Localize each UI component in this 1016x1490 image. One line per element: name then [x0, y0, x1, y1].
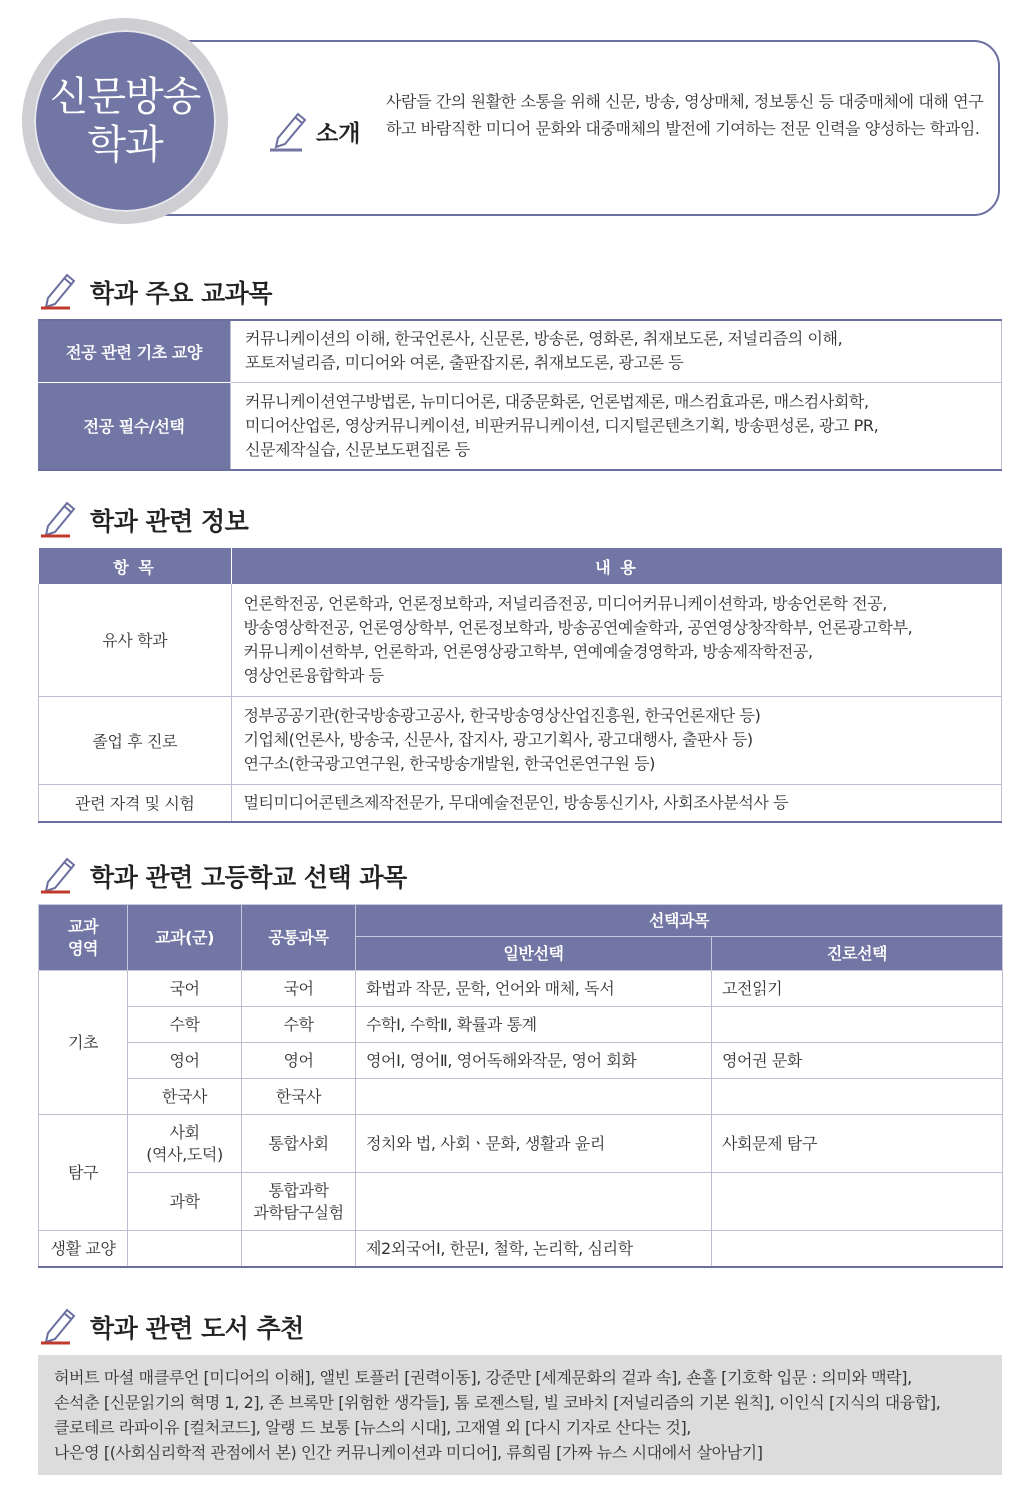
table-header: [39, 548, 1002, 584]
line: 미디어산업론, 영상커뮤니케이션, 비판커뮤니케이션, 디지털콘텐츠기획, 방송편성론, 광고 PR,: [245, 415, 879, 435]
common-cell: 국어: [242, 971, 356, 1007]
intro-label: 소개: [316, 121, 361, 147]
group-cell: 국어: [128, 971, 242, 1007]
common-cell: [242, 1231, 356, 1268]
col-header-group: 교과(군): [128, 905, 242, 971]
common-cell: 영어: [242, 1043, 356, 1079]
col-header-area: 교과 영역: [39, 905, 128, 971]
section-heading-highschool: [40, 854, 407, 898]
row-label: 유사 학과: [39, 584, 232, 696]
section-title: 학과 관련 도서 추천: [90, 1314, 304, 1343]
area-cell: 생활 교양: [39, 1231, 128, 1268]
career-cell: 영어권 문화: [712, 1043, 1003, 1079]
group-cell: 사회 (역사,도덕): [128, 1115, 242, 1173]
general-cell: 수학Ⅰ, 수학Ⅱ, 확률과 통계: [356, 1007, 712, 1043]
row-label: 졸업 후 진로: [39, 696, 232, 784]
intro-text: 사람들 간의 원활한 소통을 위해 신문, 방송, 영상매체, 정보통신 등 대중매체에 대해 연구하고 바람직한 미디어 문화와 대중매체의 발전에 기여하는 전문 인력을 양성하는 학과임.: [386, 92, 984, 138]
pencil-icon: [40, 498, 78, 542]
area-cell: 탐구: [39, 1115, 128, 1231]
book-line: 허버트 마셜 매클루언 [미디어의 이해], 앨빈 토플러 [권력이동], 강준만 [세계문화의 겉과 속], 숀홀 [기호학 입문 : 의미와 맥락],: [54, 1368, 912, 1387]
general-cell: [356, 1079, 712, 1115]
row-label: 전공 필수/선택: [38, 382, 231, 470]
table-row: [39, 1231, 1003, 1268]
career-cell: 사회문제 탐구: [712, 1115, 1003, 1173]
table-row: [39, 1007, 1003, 1043]
common-cell: 한국사: [242, 1079, 356, 1115]
common-cell: 통합사회: [242, 1115, 356, 1173]
department-badge: [34, 30, 216, 212]
common-cell: 수학: [242, 1007, 356, 1043]
row-label: 전공 관련 기초 교양: [38, 320, 231, 382]
group-cell: [128, 1231, 242, 1268]
col-header-career: 진로선택: [712, 937, 1003, 971]
line: 방송영상학전공, 언론영상학부, 언론정보학과, 방송공연예술학과, 공연영상창작학부, 언론광고학부,: [243, 617, 913, 637]
common-cell: 통합과학 과학탐구실험: [242, 1173, 356, 1231]
section-heading-courses: [40, 270, 272, 314]
pencil-icon: [40, 270, 78, 314]
career-cell: [712, 1231, 1003, 1268]
row-value: [231, 584, 1002, 696]
line: 정부공공기관(한국방송광고공사, 한국방송영상산업진흥원, 한국언론재단 등): [243, 706, 761, 725]
line: 포토저널리즘, 미디어와 여론, 출판잡지론, 취재보도론, 광고론 등: [245, 353, 684, 373]
general-cell: [356, 1173, 712, 1231]
line: 커뮤니케이션학부, 언론학과, 언론영상광고학부, 연예예술경영학과, 방송제작학전공,: [243, 641, 813, 661]
section-title: 학과 관련 고등학교 선택 과목: [90, 863, 407, 892]
info-table: [38, 548, 1002, 823]
table-row: [39, 584, 1002, 696]
table-row: [39, 1115, 1003, 1173]
col-header-content: 내 용: [231, 548, 1002, 584]
col-header-item: 항 목: [39, 548, 232, 584]
group-cell: 과학: [128, 1173, 242, 1231]
line: 커뮤니케이션의 이해, 한국언론사, 신문론, 방송론, 영화론, 취재보도론, 저널리즘의 이해,: [245, 329, 843, 349]
general-cell: 정치와 법, 사회ㆍ문화, 생활과 윤리: [356, 1115, 712, 1173]
career-cell: 고전읽기: [712, 971, 1003, 1007]
line: 영상언론융합학과 등: [243, 665, 384, 685]
row-value: [231, 784, 1002, 822]
row-label: 관련 자격 및 시험: [39, 784, 232, 822]
table-row: [39, 696, 1002, 784]
table-row: [38, 382, 1002, 470]
general-cell: 화법과 작문, 문학, 언어와 매체, 독서: [356, 971, 712, 1007]
book-line: 손석춘 [신문읽기의 혁명 1, 2], 존 브록만 [위험한 생각들], 톰 로젠스틸, 빌 코바치 [저널리즘의 기본 원칙], 이인식 [지식의 대융합],: [54, 1393, 941, 1412]
line: 연구소(한국광고연구원, 한국방송개발원, 한국언론연구원 등): [243, 754, 656, 773]
line: 신문제작실습, 신문보도편집론 등: [245, 439, 470, 459]
line: 언론학전공, 언론학과, 언론정보학과, 저널리즘전공, 미디어커뮤니케이션학과, 방송언론학 전공,: [243, 593, 887, 613]
general-cell: 영어Ⅰ, 영어Ⅱ, 영어독해와작문, 영어 회화: [356, 1043, 712, 1079]
career-cell: [712, 1173, 1003, 1231]
section-title: 학과 주요 교과목: [90, 279, 272, 308]
career-cell: [712, 1007, 1003, 1043]
line: 기업체(언론사, 방송국, 신문사, 잡지사, 광고기획사, 광고대행사, 출판사 등): [243, 730, 753, 749]
pencil-icon: [40, 1305, 78, 1349]
courses-table: [38, 319, 1002, 471]
section-heading-books: [40, 1305, 304, 1349]
row-value: [231, 696, 1002, 784]
line: 멀티미디어콘텐츠제작전문가, 무대예술전문인, 방송통신기사, 사회조사분석사 등: [243, 792, 789, 812]
line: 커뮤니케이션연구방법론, 뉴미디어론, 대중문화론, 언론법제론, 매스컴효과론, 매스컴사회학,: [245, 391, 869, 411]
section-heading-info: [40, 498, 248, 542]
table-row: [39, 1173, 1003, 1231]
group-cell: 수학: [128, 1007, 242, 1043]
group-cell: 영어: [128, 1043, 242, 1079]
table-row: [39, 1079, 1003, 1115]
col-header-common: 공통과목: [242, 905, 356, 971]
row-value: [231, 382, 1002, 470]
group-cell: 한국사: [128, 1079, 242, 1115]
book-line: 클로테르 라파이유 [컬처코드], 알랭 드 보통 [뉴스의 시대], 고재열 외 [다시 기자로 산다는 것],: [54, 1418, 691, 1437]
general-cell: 제2외국어Ⅰ, 한문Ⅰ, 철학, 논리학, 심리학: [356, 1231, 712, 1268]
career-cell: [712, 1079, 1003, 1115]
pencil-icon: [268, 108, 310, 156]
table-row: [38, 320, 1002, 382]
highschool-table: [38, 904, 1003, 1268]
section-title: 학과 관련 정보: [90, 507, 249, 536]
pencil-icon: [40, 854, 78, 898]
table-row: [39, 1043, 1003, 1079]
table-header: [39, 905, 1003, 937]
row-value: [231, 320, 1002, 382]
book-recommendations: [38, 1355, 1002, 1475]
department-title: 신문방송 학과: [49, 74, 201, 168]
col-header-elective: 선택과목: [356, 905, 1003, 937]
col-header-general: 일반선택: [356, 937, 712, 971]
table-row: [39, 784, 1002, 822]
table-row: [39, 971, 1003, 1007]
book-line: 나은영 [(사회심리학적 관점에서 본) 인간 커뮤니케이션과 미디어], 류희림 [가짜 뉴스 시대에서 살아남기]: [54, 1443, 763, 1462]
area-cell: 기초: [39, 971, 128, 1115]
